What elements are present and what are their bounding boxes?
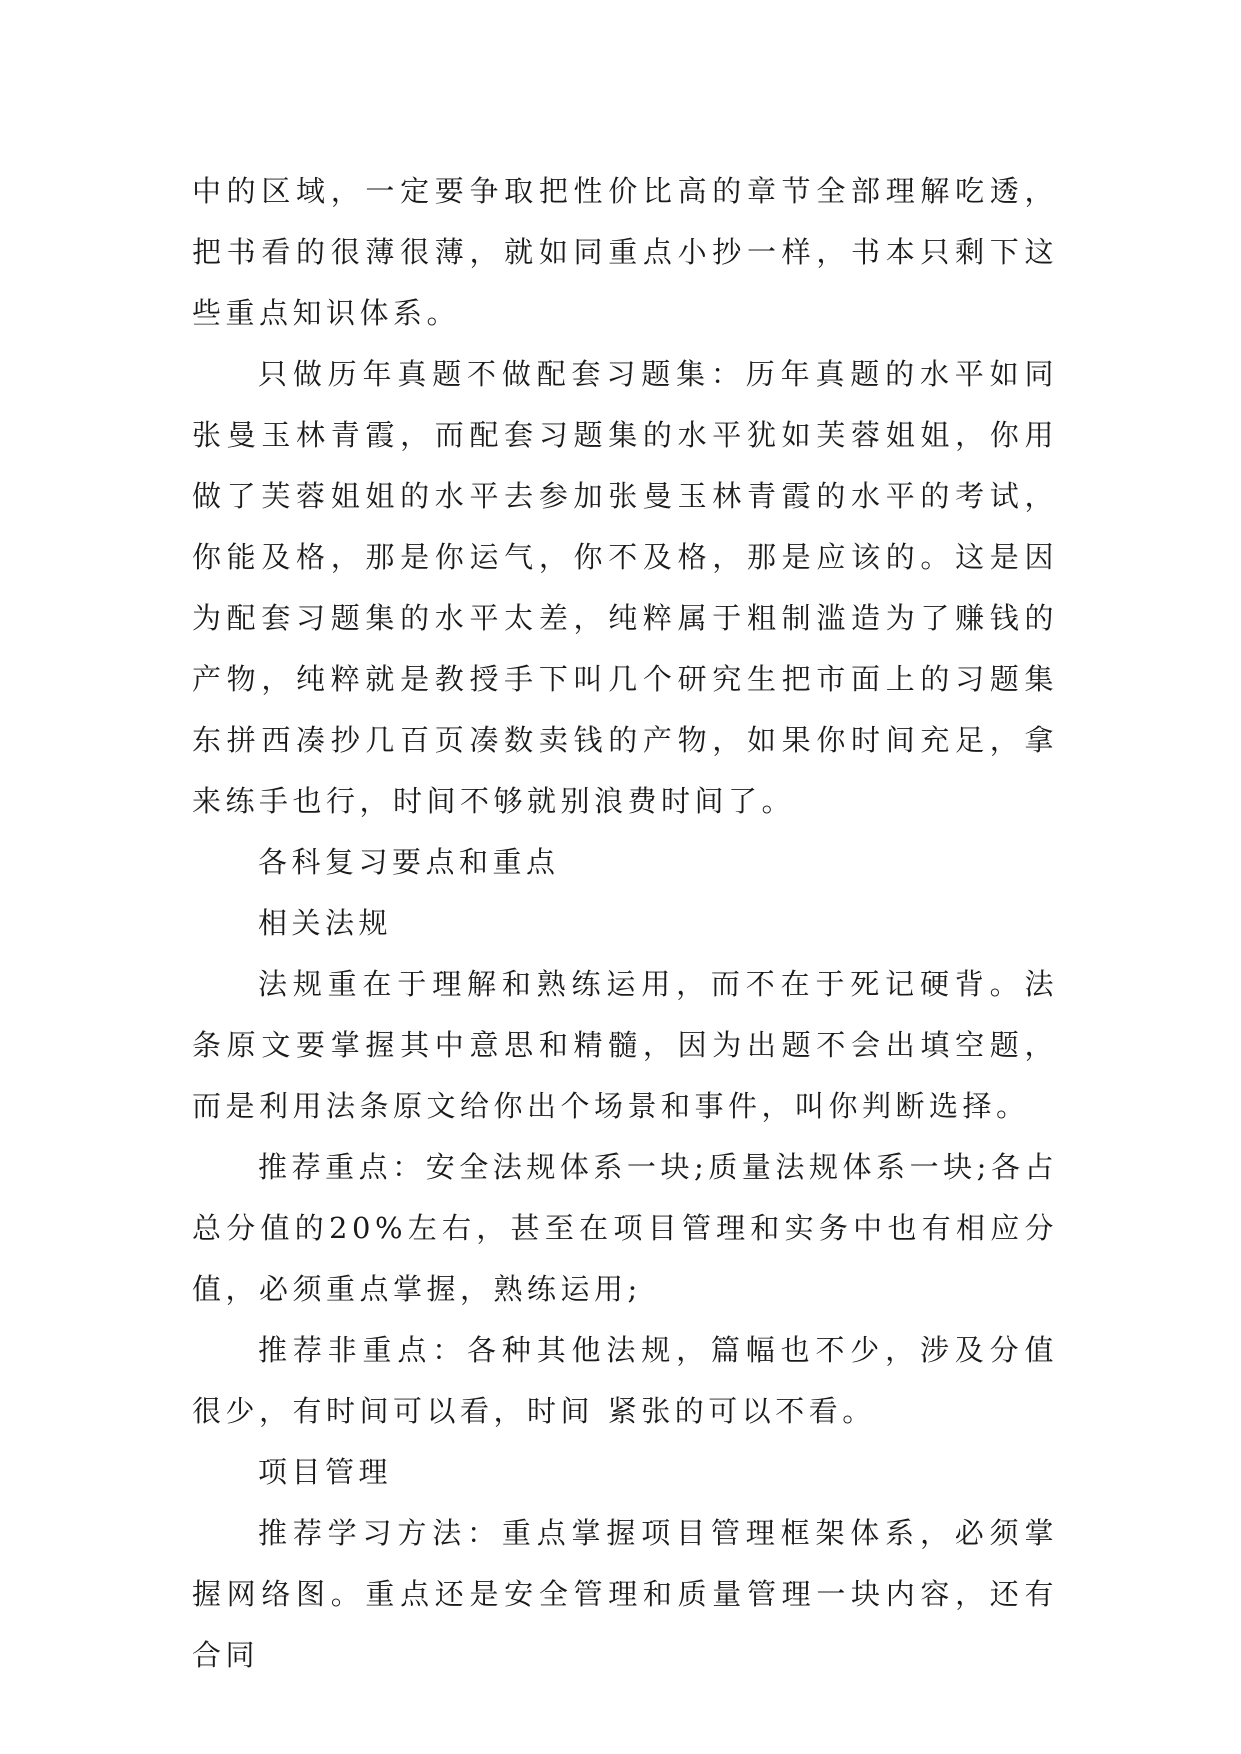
subsection-heading-regulations: 相关法规: [258, 906, 393, 940]
subsection-heading-project-management: 项目管理: [258, 1455, 393, 1489]
paragraph-recommended-focus: 推荐重点：安全法规体系一块;质量法规体系一块;各占总分值的20%左右，甚至在项目管理和实务中也有相应分值，必须重点掌握，熟练运用;: [192, 1150, 1058, 1306]
paragraph-continuation: 中的区域，一定要争取把性价比高的章节全部理解吃透，把书看的很薄很薄，就如同重点小抄一样，书本只剩下这些重点知识体系。: [192, 174, 1058, 330]
document-body: [192, 161, 1058, 1686]
paragraph-regulations-understanding: 法规重在于理解和熟练运用，而不在于死记硬背。法条原文要掌握其中意思和精髓，因为出题不会出填空题，而是利用法条原文给你出个场景和事件，叫你判断选择。: [192, 967, 1058, 1123]
paragraph-non-focus: 推荐非重点：各种其他法规，篇幅也不少，涉及分值很少，有时间可以看，时间 紧张的可以不看。: [192, 1333, 1058, 1428]
paragraph-past-exams: 只做历年真题不做配套习题集：历年真题的水平如同张曼玉林青霞，而配套习题集的水平犹如芙蓉姐姐，你用做了芙蓉姐姐的水平去参加张曼玉林青霞的水平的考试，你能及格，那是你运气，你不及格，那是应该的。这是因为配套习题集的水平太差，纯粹属于粗制滥造为了赚钱的产物，纯粹就是教授手下叫几个研究生把市面上的习题集东拼西凑抄几百页凑数卖钱的产物，如果你时间充足，拿来练手也行，时间不够就别浪费时间了。: [192, 357, 1058, 818]
paragraph-study-method: 推荐学习方法：重点掌握项目管理框架体系，必须掌握网络图。重点还是安全管理和质量管理一块内容，还有合同: [192, 1516, 1058, 1672]
section-heading-review-points: 各科复习要点和重点: [258, 845, 560, 879]
